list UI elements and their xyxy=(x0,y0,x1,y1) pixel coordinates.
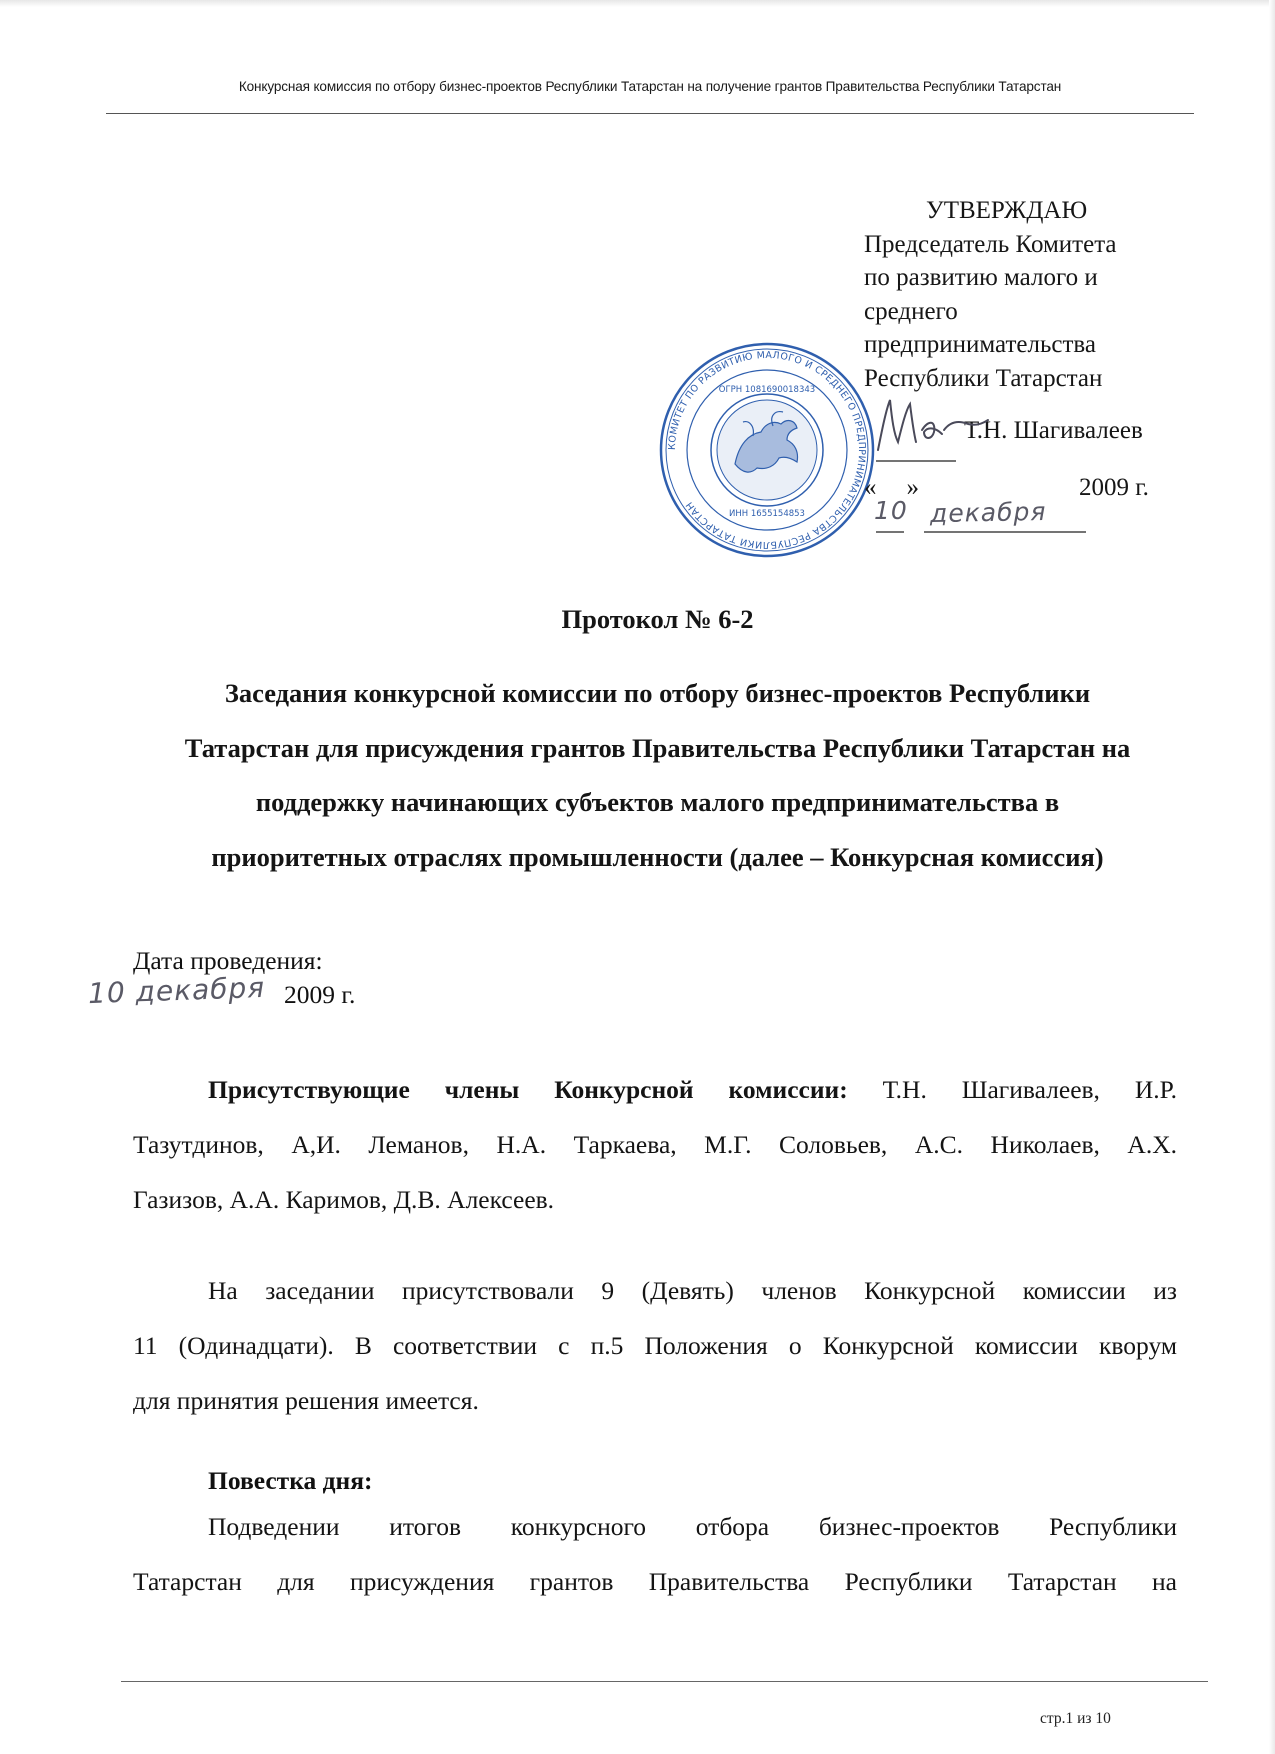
agenda-paragraph xyxy=(133,1499,1177,1609)
handwritten-day: 10 xyxy=(874,496,908,525)
approver-position-line: предпринимательства xyxy=(864,331,1096,358)
date-year: 2009 г. xyxy=(1079,473,1149,501)
quorum-line: На заседании присутствовали 9 (Девять) членов Конкурсной комиссии из xyxy=(208,1276,1177,1305)
subject-line: Татарстан для присуждения грантов Правительства Республики Татарстан на xyxy=(184,732,1131,763)
quorum-paragraph xyxy=(133,1263,1177,1428)
meeting-year: 2009 г. xyxy=(284,980,356,1009)
running-header: Конкурсная комиссия по отбору бизнес-проектов Республики Татарстан на получение грантов Правительства Республики Татарстан xyxy=(238,79,1062,94)
approver-position-line: Председатель Комитета xyxy=(864,230,1117,258)
approver-position-line: по развитию малого и xyxy=(864,264,1098,291)
header-divider xyxy=(106,113,1194,114)
attendees-line: Тазутдинов, А,И. Леманов, Н.А. Таркаева, М.Г. Соловьев, А.С. Николаев, А.Х. xyxy=(133,1130,1177,1159)
signatory-name: Т.Н. Шагивалеев xyxy=(964,417,1143,444)
attendees-label: Присутствующие члены Конкурсной комиссии: xyxy=(208,1075,848,1104)
attendees-line: Газизов, А.А. Каримов, Д.В. Алексеев. xyxy=(133,1185,555,1214)
subject-line: приоритетных отраслях промышленности (далее – Конкурсная комиссия) xyxy=(211,841,1104,872)
attendees-paragraph xyxy=(133,1062,1177,1227)
approver-position-line: среднего xyxy=(864,297,958,325)
seal-outer-text: КОМИТЕТ ПО РАЗВИТИЮ МАЛОГО И СРЕДНЕГО ПРЕДПРИНИМАТЕЛЬСТВА РЕСПУБЛИКИ ТАТАРСТАН xyxy=(666,349,868,551)
subject-line: Заседания конкурсной комиссии по отбору бизнес-проектов Республики xyxy=(224,678,1091,708)
handwritten-meeting-date: 10 декабря xyxy=(87,970,266,1011)
handwritten-month: декабря xyxy=(929,496,1047,529)
approve-heading: УТВЕРЖДАЮ xyxy=(926,197,1088,224)
date-underline xyxy=(876,529,1086,535)
scan-edge xyxy=(1269,0,1275,1754)
footer-divider xyxy=(121,1681,1208,1682)
protocol-number: Протокол № 6-2 xyxy=(561,604,754,634)
handwritten-signature xyxy=(872,390,992,460)
quorum-line: для принятия решения имеется. xyxy=(133,1386,479,1415)
meeting-date-label: Дата проведения: xyxy=(133,946,323,975)
seal-ogrn: ОГРН 1081690018343 xyxy=(718,385,816,395)
approver-position-line: Республики Татарстан xyxy=(864,364,1103,392)
page-number: стр.1 из 10 xyxy=(1040,1710,1111,1727)
attendees-line: Т.Н. Шагивалеев, И.Р. xyxy=(847,1075,1177,1104)
date-open-quote: « xyxy=(864,473,877,501)
date-close-quote: » xyxy=(906,473,919,501)
agenda-line: Подведении итогов конкурсного отбора бизнес-проектов Республики xyxy=(208,1512,1177,1541)
quorum-line: 11 (Одинадцати). В соответствии с п.5 Положения о Конкурсной комиссии кворум xyxy=(133,1331,1177,1360)
document-subject xyxy=(130,666,1185,884)
agenda-heading: Повестка дня: xyxy=(208,1466,373,1495)
scan-edge xyxy=(0,0,1275,7)
subject-line: поддержку начинающих субъектов малого предпринимательства в xyxy=(255,787,1060,817)
seal-inn: ИНН 1655154853 xyxy=(729,509,805,519)
agenda-line: Татарстан для присуждения грантов Правительства Республики Татарстан на xyxy=(133,1567,1177,1596)
official-seal xyxy=(657,340,877,560)
